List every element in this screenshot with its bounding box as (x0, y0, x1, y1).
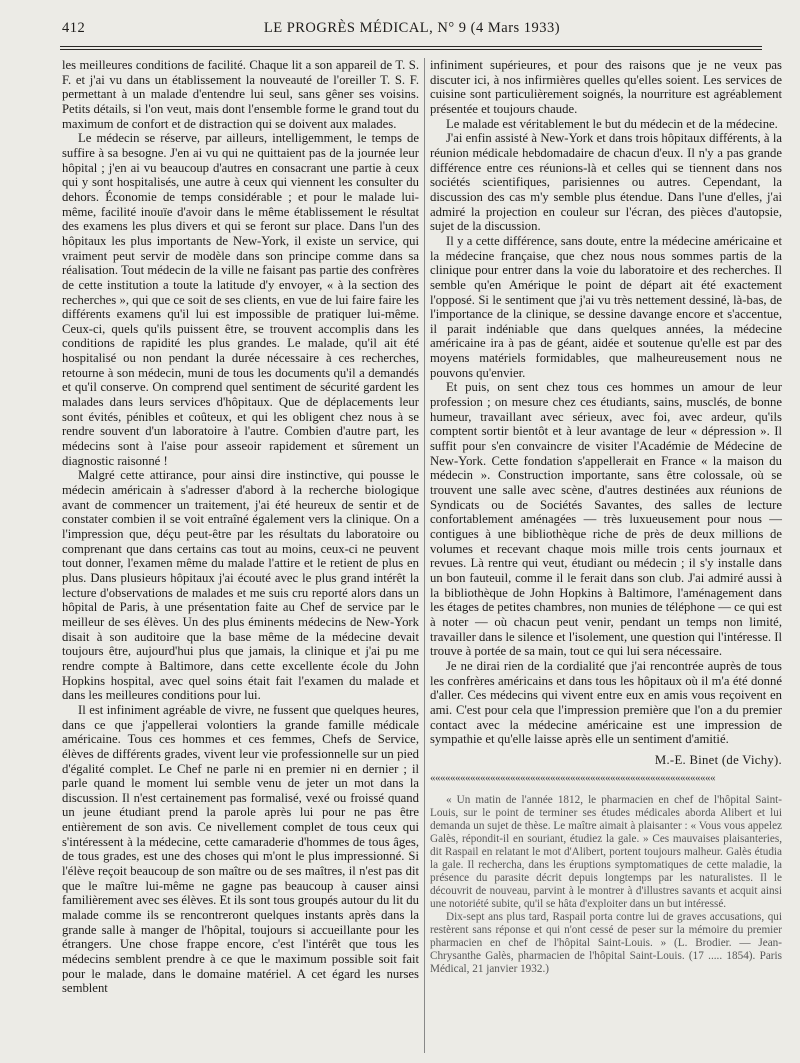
right-column (430, 58, 782, 768)
column-divider (424, 58, 425, 1053)
paragraph: Je ne dirai rien de la cordialité que j'ai rencontrée auprès de tous les confrères américains et dans tous les hôpitaux où il m'a été donné d'aller. Ces médecins qui vivent entre eux en amis vous reçoivent en ami. C'est pour cela que l'impression première que l'on a du premier contact avec la médecine américaine est une impression de sympathie et qu'elle laisse après elle un sentiment d'amitié. (430, 658, 782, 747)
header-rule-thin (60, 49, 762, 50)
paragraph: les meilleures conditions de facilité. Chaque lit a son appareil de T. S. F. et j'ai vu dans un établissement la nouveauté de l'oreiller T. S. F. permettant à un malade d'entendre lui seul, sans gêner ses voisins. Petits détails, si l'on veut, mais dont l'ensemble forme le grand tout du maximum de confort et de distraction qui se doivent aux malades. (62, 58, 419, 131)
paragraph: infiniment supérieures, et pour des raisons que je ne veux pas discuter ici, à nos infirmières quelles qu'elles soient. Les services de cuisine sont particulièrement soignés, la nourriture est agréablement présentée et toujours chaude. (430, 58, 782, 116)
footnote-paragraph: « Un matin de l'année 1812, le pharmacien en chef de l'hôpital Saint-Louis, sur le point de terminer ses études médicales aborda Alibert et lui demanda un sujet de thèse. Le maître aimait à plaisanter : « Vous vous appelez Galès, répondit-il en souriant, étudiez la gale. » Ces mauvaises plaisanteries, dit Raspail en relatant le mot d'Alibert, portent toujours malheur. Galès étudia la gale. Il rechercha, dans les éruptions symptomatiques de cette maladie, la présence du parasite décrit depuis longtemps par les naturalistes. Il le découvrit de nouveau, parvint à le montrer à d'illustres savants et acquit ainsi une notoriété subite, qu'il se hâta d'exploiter dans un but intéressé. (430, 794, 782, 910)
paragraph: Il y a cette différence, sans doute, entre la médecine américaine et la médecine française, que chez nous nous sommes partis de la clinique pour entrer dans la voie du laboratoire et des recherches. Il semble qu'en Amérique le point de départ ait été exactement l'opposé. Si le sentiment que j'ai vu très nettement dessiné, là-bas, de l'importance de la clinique, se dessine davange encore et s'accentue, il parait indéniable que dans quelques années, la médecine américaine ira à pas de géant, aidée et soutenue qu'elle est par des moyens matériels formidables, que malheureusement nous ne pouvons qu'envier. (430, 233, 782, 380)
footnote-block (430, 794, 782, 976)
header-rule (60, 46, 762, 47)
running-title: LE PROGRÈS MÉDICAL, N° 9 (4 Mars 1933) (263, 20, 561, 36)
page-number: 412 (62, 20, 86, 36)
paragraph: Le médecin se réserve, par ailleurs, intelligemment, le temps de suffire à sa besogne. J'en ai vu qui ne quittaient pas de la journée leur hôpital ; j'en ai vu beaucoup d'autres en consacrant une partie à ceux qui y sont hospitalisés, une autre à ceux qui viennent les consulter du dehors. Économie de temps considérable ; et pour le malade lui-même, facilité inouïe d'avoir dans le même établissement le résultat des examens les plus divers et qui se feront sur place. Dans l'un des hôpitaux les plus importants de New-York, il existe un service, qui vraiment peut servir de modèle dans son principe comme dans sa réalisation. Tout médecin de la ville ne faisant pas partie des confrères de cette institution a toute la latitude d'y envoyer, « à la section des recherches », qui que ce soit de ses clients, en vue de lui faire faire les différents examens qu'il lui est impossible de pratiquer lui-même. Ceux-ci, quels qu'ils puissent être, se trouvent accomplis dans les conditions de rapidité les plus grandes. Le malade, qu'il ait été hospitalisé ou non pendant la durée nécessaire à ces recherches, retourne à son médecin, muni de tous les documents qu'il a demandés et qu'il conserve. On comprend quel sentiment de sécurité gardent les malades dans leurs services d'hôpitaux. Que de déplacements leur sont évités, pénibles et coûteux, et qui les obligent chez nous à se rendre souvent d'un laboratoire à l'autre. Combien d'autre part, les médecins sont à l'aise pour asseoir rapidement et sûrement un diagnostic raisonné ! (62, 131, 419, 468)
paragraph: J'ai enfin assisté à New-York et dans trois hôpitaux différents, à la réunion médicale hebdomadaire de chacun d'eux. Il n'y a pas grande différence entre ces réunions-là et celles qui se tiennent dans nos sociétés scientifiques, parisiennes ou autres. Cependant, la discussion des cas m'y semble plus étendue. Dans l'une d'elles, j'ai admiré la projection en couleur sur l'écran, des pièces d'autopsie, sujet de la discussion. (430, 131, 782, 234)
left-column (62, 58, 419, 996)
paragraph: Et puis, on sent chez tous ces hommes un amour de leur profession ; on mesure chez ces étudiants, sains, musclés, de bonne humeur, travaillant avec sérieux, avec foi, avec ardeur, qu'ils comptent sortir bientôt et à leur avantage de leur « dépression ». Il suffit pour s'en convaincre de visiter l'Académie de Médecine de New-York. Cette fondation s'appellerait en France « la maison du médecin ». Construction importante, sans être colossale, où se trouvent une salle avec scène, d'autres destinées aux réunions de Syndicats ou de Sociétés Savantes, des salles de lecture confortablement aménagées — très luxueusement pour nous — contigues à une bibliothèque riche de près de deux millions de volumes et recevant chaque mois mille trois cents journaux et revues. Là rentre qui veut, étudiant ou médecin ; il s'y installe dans un bon fauteuil, comme il le ferait dans son club. J'ai admiré aussi à la bibliothèque de John Hopkins à Baltimore, l'aménagement dans les étages de petites chambres, non munies de téléphone — ce qui est à noter — où chacun peut venir, pendant un temps non limité, travailler dans le silence et l'isolement, une question qui l'intéresse. Il trouve à portée de sa main, tout ce qui lui sera nécessaire. (430, 380, 782, 659)
author-signature: M.-E. Binet (de Vichy). (654, 752, 782, 767)
ornamental-rule: ««««««««««««««««««««««««««««««««««««««««««««««««««««««««« (430, 772, 715, 784)
running-header (62, 20, 762, 42)
paragraph: Le malade est véritablement le but du médecin et de la médecine. (446, 116, 778, 131)
footnote-paragraph: Dix-sept ans plus tard, Raspail porta contre lui de graves accusations, qui restèrent sans réponse et qui n'ont cessé de peser sur la mémoire du premier pharmacien en chef de l'hôpital Saint-Louis. » (L. Brodier. — Jean-Chrysanthe Galès, pharmacien de l'hôpital Saint-Louis. (17 ..... 1854). Paris Médical, 21 janvier 1932.) (430, 911, 782, 975)
paragraph: Malgré cette attirance, pour ainsi dire instinctive, qui pousse le médecin américain à s'adresser d'abord à la recherche biologique avant de commencer un traitement, j'ai été heureux de sentir et de constater combien il se voit entraîné également vers la clinique. On a l'impression que, déçu peut-être par les résultats du laboratoire ou comprenant que dans certains cas tout au moins, ceux-ci ne peuvent tout donner, l'examen même du malade l'attire et le retient de plus en plus. Dans plusieurs hôpitaux j'ai écouté avec le plus grand intérêt la lecture d'observations de malades et me suis cru reporté alors dans un hôpital de Paris, à une présentation faite au Chef de service par le meilleur de ses élèves. Un des plus éminents médecins de New-York disait à son auditoire que la base même de la médecine devait toujours être, aujourd'hui plus que jamais, la clinique et j'ai pu me rendre compte à Baltimore, dans cette excellente école du John Hopkins hospital, avec quel soins était fait l'examen du malade et dans les meilleures conditions pour lui. (62, 468, 419, 703)
paragraph: Il est infiniment agréable de vivre, ne fussent que quelques heures, dans ce que j'appellerai volontiers la grande famille médicale américaine. Tous ces hommes et ces femmes, Chefs de Service, élèves de différents grades, vivent leur vie professionnelle sur un pied d'égalité complet. Le Chef ne parle ni en premier ni en dernier ; il parle quand le moment lui semble venu de jeter un mot dans la discussion. Il n'est certainement pas formalisé, vexé ou froissé quand un jeune étudiant prend la parole après lui pour ne pas être entièrement de son avis. Ce nivellement complet de tous ceux qui s'intéressent à la médecine, cette camaraderie d'hommes de tous âges, de tous grades, est une des choses qui m'ont le plus impressionné. Si l'élève reçoit beaucoup de son maître ou de ses maîtres, il n'est pas dit que le maître lui-même ne gagne pas beaucoup à causer ainsi familièrement avec ses élèves. Et ils sont tous groupés autour du lit du malade comme ils se rencontreront quelques instants après dans la grande salle à manger de l'hôpital, toujours si accueillante pour les étrangers. Une chose frappe encore, c'est l'intérêt que tous les médecins semblent prendre à ce que le maximum possible soit fait pour le malade, dans le domaine matériel. A cet égard les nurses semblent (62, 702, 419, 996)
